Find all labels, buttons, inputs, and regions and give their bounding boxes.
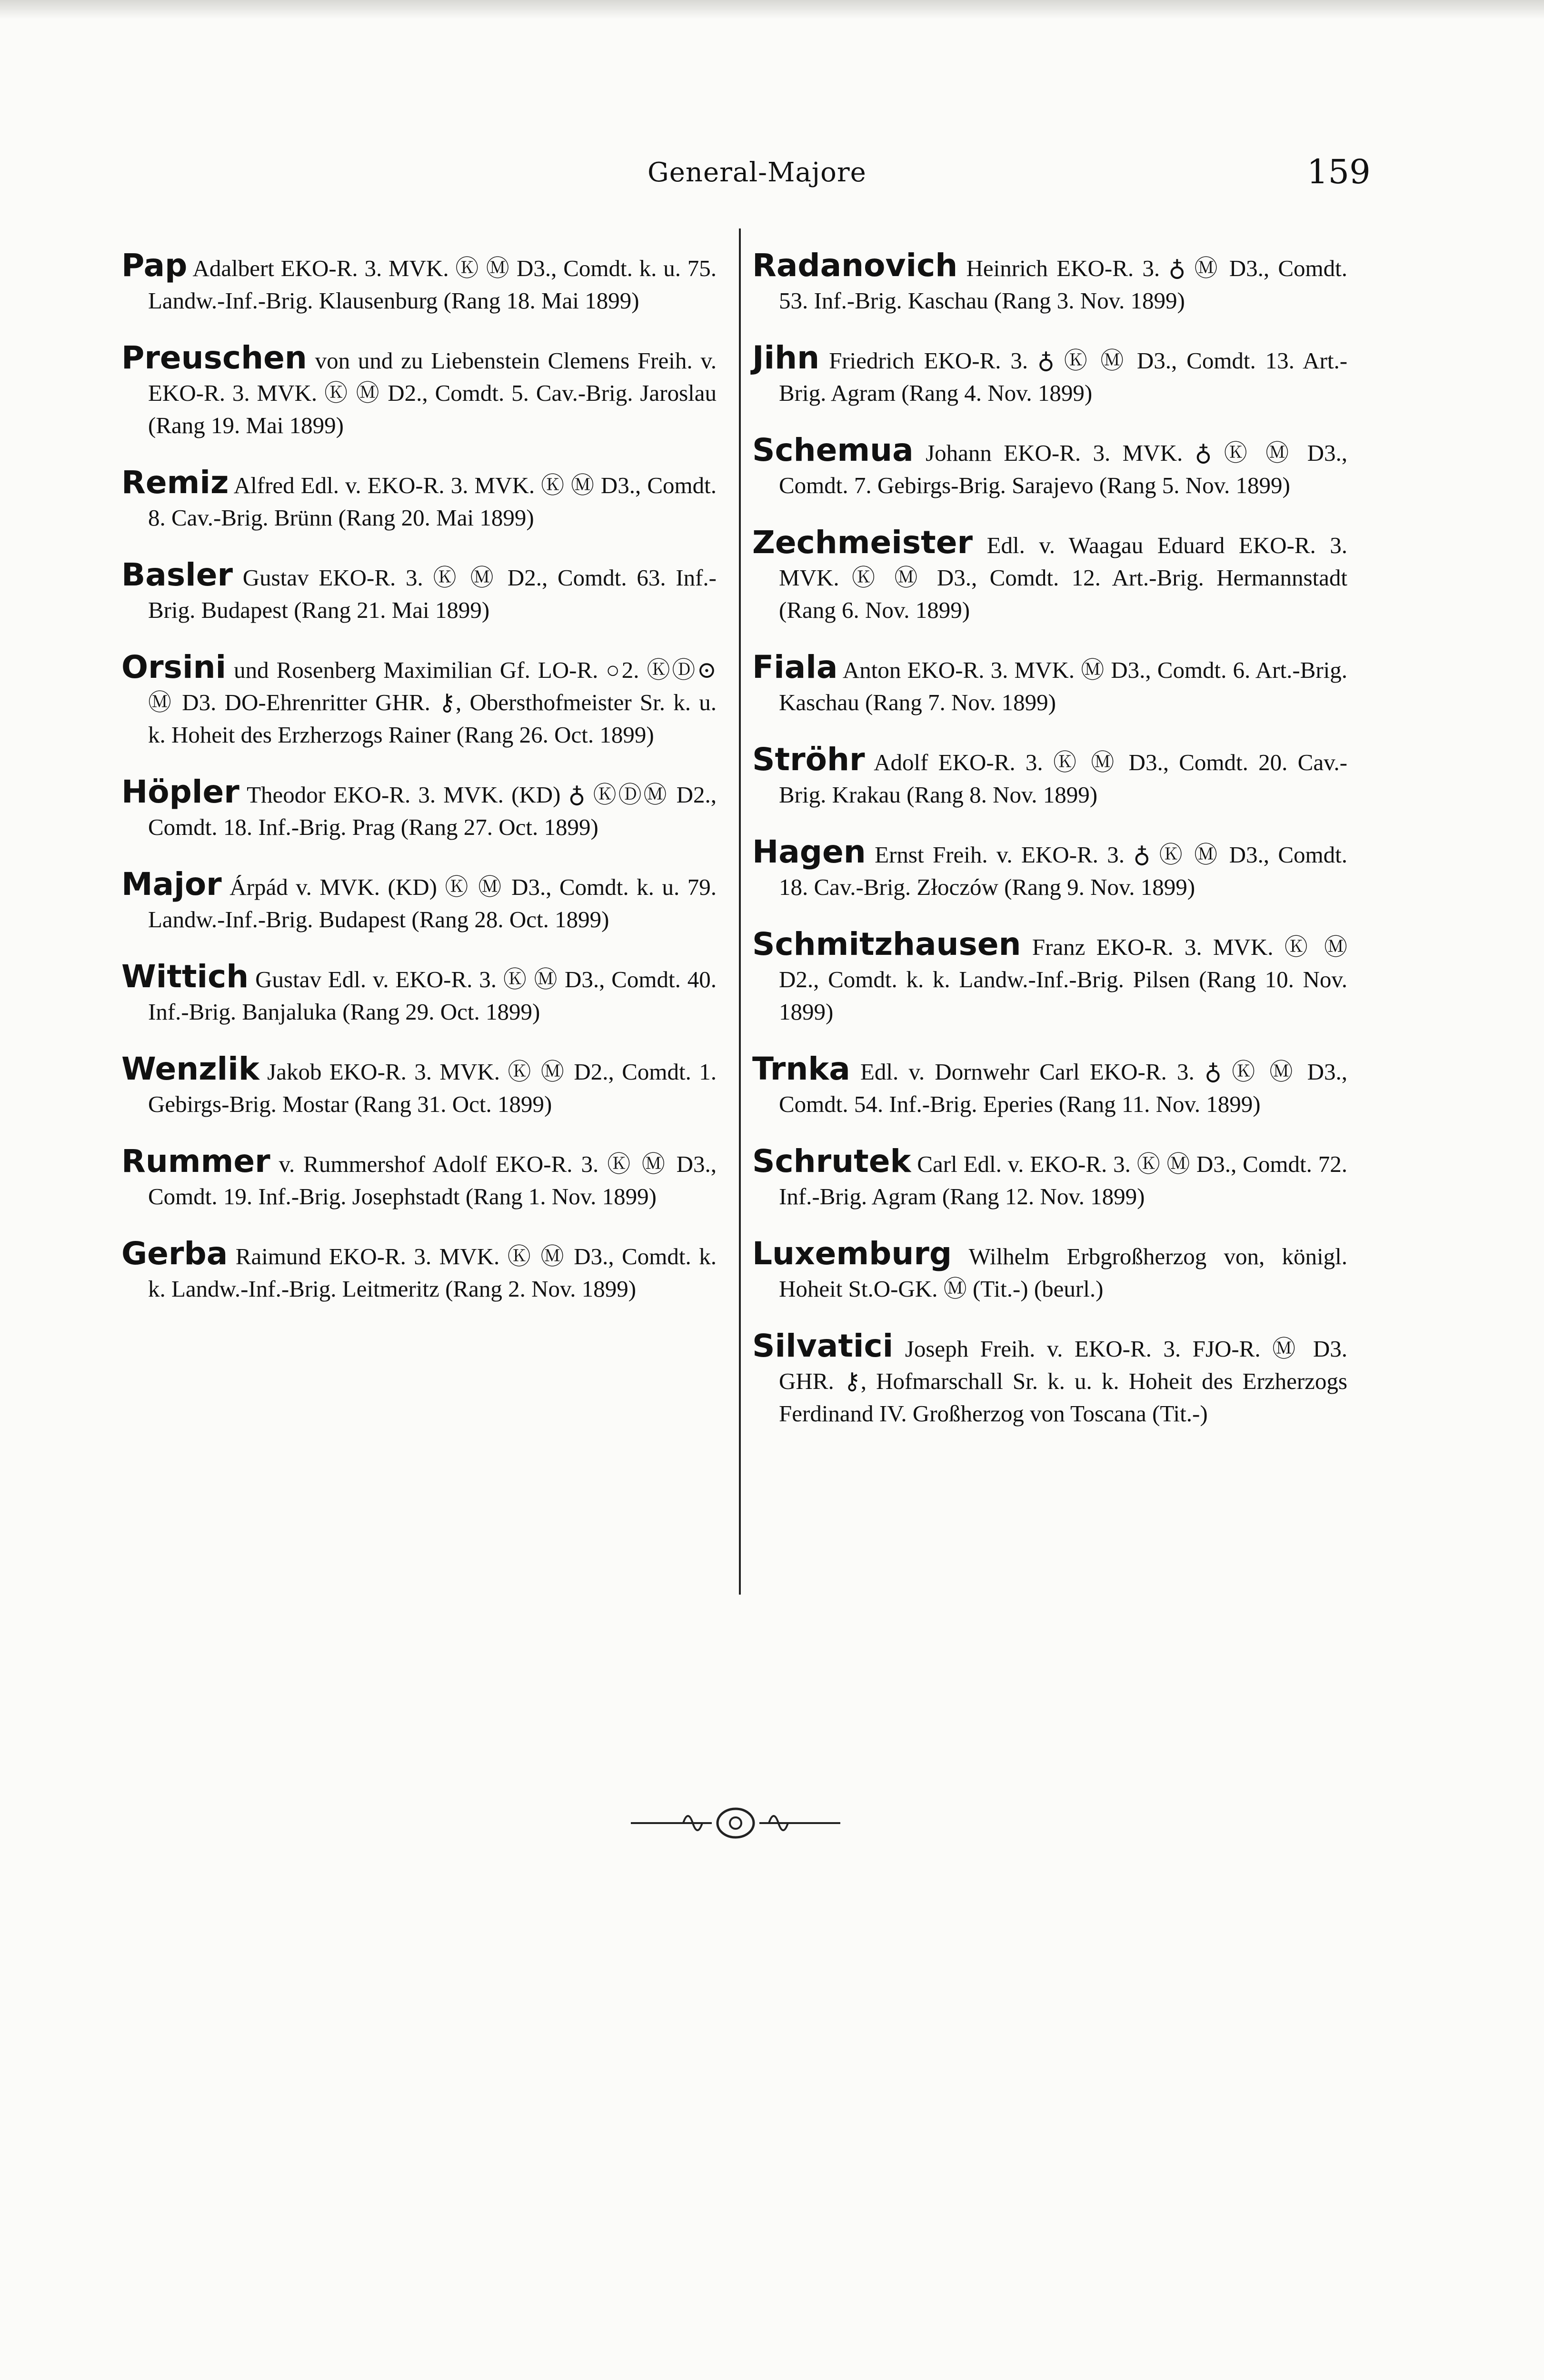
entry-text: Heinrich EKO-R. 3. ♁ Ⓜ D3., Comdt. 53. Inf.-Brig. Kaschau (Rang 3. Nov. 1899) <box>779 255 1348 314</box>
entry-text: Jakob EKO-R. 3. MVK. Ⓚ Ⓜ D2., Comdt. 1. Gebirgs-Brig. Mostar (Rang 31. Oct. 1899) <box>148 1059 717 1117</box>
entry-surname: Remiz <box>121 464 229 501</box>
entry <box>121 466 717 534</box>
page-number: 159 <box>1307 152 1371 191</box>
entry <box>121 776 717 843</box>
entry-text: Adalbert EKO-R. 3. MVK. Ⓚ Ⓜ D3., Comdt. k. u. 75. Landw.-Inf.-Brig. Klausenburg (Rang 18. Mai 1899) <box>148 255 717 314</box>
entry <box>752 928 1347 1028</box>
entry-text: Alfred Edl. v. EKO-R. 3. MVK. Ⓚ Ⓜ D3., Comdt. 8. Cav.-Brig. Brünn (Rang 20. Mai 1899) <box>148 472 717 531</box>
entry <box>752 1145 1347 1213</box>
entry <box>121 868 717 936</box>
entry-text: Raimund EKO-R. 3. MVK. Ⓚ Ⓜ D3., Comdt. k. k. Landw.-Inf.-Brig. Leitmeritz (Rang 2. Nov. 1899) <box>148 1243 717 1302</box>
entry <box>752 1053 1347 1121</box>
entry-text: Anton EKO-R. 3. MVK. Ⓜ D3., Comdt. 6. Art.-Brig. Kaschau (Rang 7. Nov. 1899) <box>779 657 1347 715</box>
entry-surname: Gerba <box>121 1235 228 1272</box>
entry-text: Johann EKO-R. 3. MVK. ♁ Ⓚ Ⓜ D3., Comdt. 7. Gebirgs-Brig. Sarajevo (Rang 5. Nov. 1899) <box>779 440 1347 498</box>
entry-surname: Pap <box>121 247 188 284</box>
right-column <box>752 226 1347 1455</box>
entry-surname: Fiala <box>752 649 838 685</box>
entry-surname: Preuschen <box>121 339 307 376</box>
entry-text: Ernst Freih. v. EKO-R. 3. ♁ Ⓚ Ⓜ D3., Comdt. 18. Cav.-Brig. Złoczów (Rang 9. Nov. 1899) <box>779 842 1347 900</box>
entry <box>752 1330 1347 1430</box>
entry <box>121 1145 717 1213</box>
entry-text: Friedrich EKO-R. 3. ♁ Ⓚ Ⓜ D3., Comdt. 13. Art.-Brig. Agram (Rang 4. Nov. 1899) <box>779 347 1348 406</box>
entry-text: Gustav EKO-R. 3. Ⓚ Ⓜ D2., Comdt. 63. Inf.-Brig. Budapest (Rang 21. Mai 1899) <box>148 565 717 623</box>
entry-surname: Basler <box>121 556 233 593</box>
entry-surname: Ströhr <box>752 741 865 778</box>
entry-surname: Luxemburg <box>752 1235 952 1272</box>
entry-surname: Silvatici <box>752 1328 894 1364</box>
left-column <box>121 226 717 1330</box>
entry <box>121 1235 717 1305</box>
entry-surname: Trnka <box>752 1051 850 1087</box>
entry-text: von und zu Liebenstein Clemens Freih. v. EKO-R. 3. MVK. Ⓚ Ⓜ D2., Comdt. 5. Cav.-Brig. Jaroslau (Rang 19. Mai 1899) <box>148 347 717 438</box>
entry-text: Carl Edl. v. EKO-R. 3. Ⓚ Ⓜ D3., Comdt. 72. Inf.-Brig. Agram (Rang 12. Nov. 1899) <box>779 1151 1347 1210</box>
entry-text: Gustav Edl. v. EKO-R. 3. Ⓚ Ⓜ D3., Comdt. 40. Inf.-Brig. Banjaluka (Rang 29. Oct. 1899) <box>148 966 717 1025</box>
entry-surname: Schrutek <box>752 1143 911 1180</box>
entry-surname: Schemua <box>752 432 914 468</box>
entry <box>752 651 1347 719</box>
entry-text: Edl. v. Waagau Eduard EKO-R. 3. MVK. Ⓚ Ⓜ D3., Comdt. 12. Art.-Brig. Hermannstadt (Rang 6. Nov. 1899) <box>779 532 1348 623</box>
entry <box>121 339 717 442</box>
entry-surname: Orsini <box>121 649 227 685</box>
entry-surname: Radanovich <box>752 247 958 284</box>
entry-surname: Schmitzhausen <box>752 926 1021 962</box>
entry <box>752 249 1347 317</box>
page-header <box>0 152 1544 214</box>
entry <box>121 651 717 751</box>
entry-surname: Höpler <box>121 774 239 810</box>
entry <box>752 741 1347 811</box>
entry-text: Edl. v. Dornwehr Carl EKO-R. 3. ♁ Ⓚ Ⓜ D3., Comdt. 54. Inf.-Brig. Eperies (Rang 11. Nov. 1899) <box>779 1059 1347 1117</box>
entry <box>121 556 717 626</box>
entry-surname: Wittich <box>121 958 249 995</box>
entry-text: Adolf EKO-R. 3. Ⓚ Ⓜ D3., Comdt. 20. Cav.-Brig. Krakau (Rang 8. Nov. 1899) <box>779 749 1347 808</box>
column-divider <box>739 228 741 1595</box>
entry <box>752 526 1347 626</box>
entry-text: Theodor EKO-R. 3. MVK. (KD) ♁ ⓀⒹⓂ D2., Comdt. 18. Inf.-Brig. Prag (Rang 27. Oct. 1899) <box>148 782 717 840</box>
entry-surname: Zechmeister <box>752 524 973 561</box>
entry <box>752 434 1347 502</box>
entry-text: v. Rummershof Adolf EKO-R. 3. Ⓚ Ⓜ D3., Comdt. 19. Inf.-Brig. Josephstadt (Rang 1. Nov. 1899) <box>148 1151 717 1210</box>
entry-surname: Rummer <box>121 1143 270 1180</box>
ornament-divider-icon <box>631 1802 840 1844</box>
entry-text: Wilhelm Erbgroßherzog von, königl. Hoheit St.O-GK. Ⓜ (Tit.-) (beurl.) <box>779 1243 1347 1302</box>
entry <box>752 1235 1347 1305</box>
scan-edge <box>0 0 1544 19</box>
entry-surname: Major <box>121 866 222 902</box>
entry <box>121 249 717 317</box>
entry <box>752 833 1347 903</box>
entry-text: Joseph Freih. v. EKO-R. 3. FJO-R. Ⓜ D3. GHR. ⚷, Hofmarschall Sr. k. u. k. Hoheit des Erzherzogs Ferdinand IV. Großherzog von Toscana (Tit.-) <box>779 1336 1348 1427</box>
entry <box>752 339 1348 409</box>
entry-surname: Jihn <box>752 339 820 376</box>
entry <box>121 958 717 1028</box>
entry-surname: Hagen <box>752 833 866 870</box>
entry-surname: Wenzlik <box>121 1051 259 1087</box>
page-title: General-Majore <box>647 157 867 188</box>
entry-text: Árpád v. MVK. (KD) Ⓚ Ⓜ D3., Comdt. k. u. 79. Landw.-Inf.-Brig. Budapest (Rang 28. Oct. 1899) <box>148 874 717 932</box>
entry <box>121 1053 717 1121</box>
entry-text: und Rosenberg Maximilian Gf. LO-R. ○2. ⓀⒹ⊙ Ⓜ D3. DO-Ehrenritter GHR. ⚷, Obersthofmeister Sr. k. u. k. Hoheit des Erzherzogs Rainer (Rang 26. Oct. 1899) <box>148 657 717 748</box>
entry-text: Franz EKO-R. 3. MVK. Ⓚ Ⓜ D2., Comdt. k. k. Landw.-Inf.-Brig. Pilsen (Rang 10. Nov. 1899) <box>779 934 1347 1025</box>
